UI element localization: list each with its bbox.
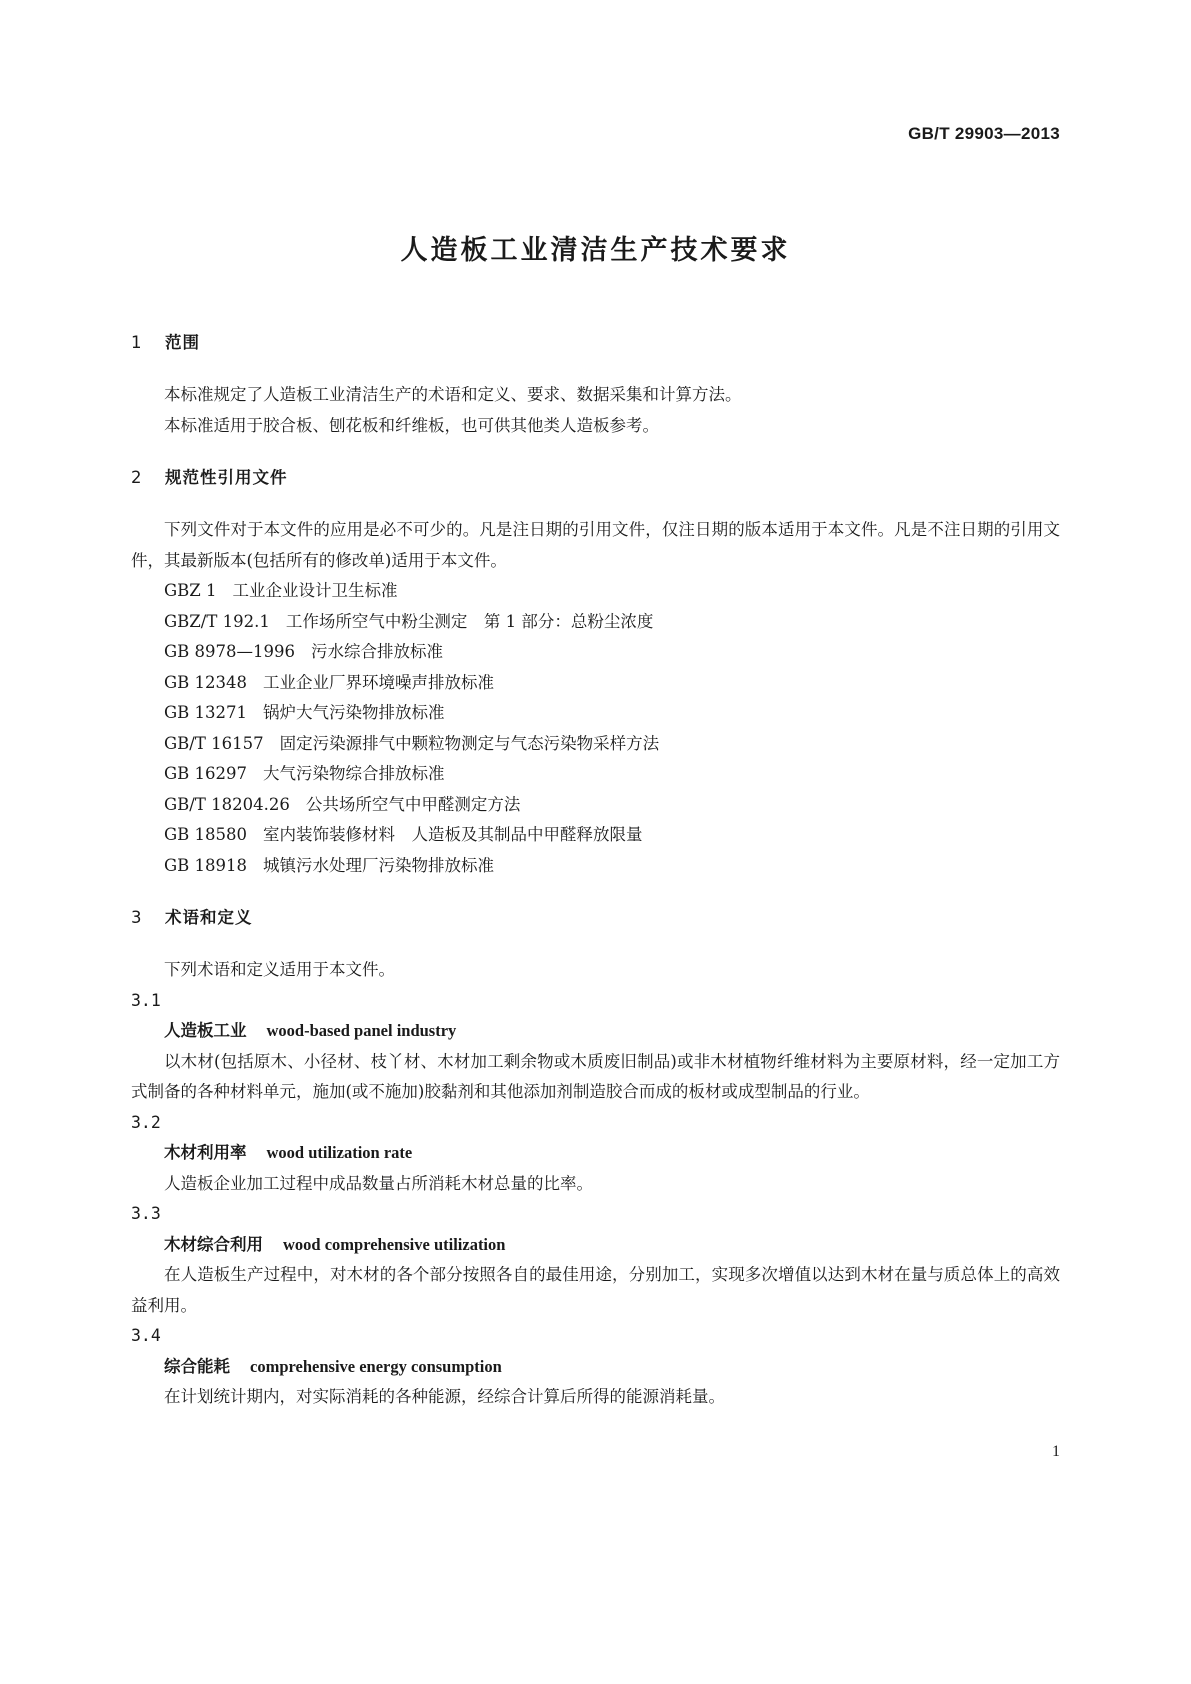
section-title: 范围 (165, 333, 200, 352)
scope-paragraph: 本标准适用于胶合板、刨花板和纤维板，也可供其他类人造板参考。 (164, 415, 659, 435)
page-number: 1 (1052, 1443, 1060, 1460)
scope-paragraph: 本标准规定了人造板工业清洁生产的术语和定义、要求、数据采集和计算方法。 (164, 385, 742, 404)
terms-intro: 下列术语和定义适用于本文件。 (164, 960, 395, 979)
reference-code: GB 8978—1996 (164, 642, 296, 661)
reference-title: 锅炉大气污染物排放标准 (263, 703, 445, 722)
term-heading (131, 1016, 1060, 1047)
section-number: 1 (131, 333, 142, 352)
reference-code: GB/T 18204.26 (164, 794, 290, 814)
reference-title: 工业企业设计卫生标准 (232, 581, 398, 600)
reference-title: 污水综合排放标准 (311, 642, 444, 661)
term-heading (131, 1138, 1060, 1169)
term-number: 3.1 (131, 990, 161, 1010)
document-body (131, 330, 1060, 1413)
section-title: 规范性引用文件 (165, 468, 288, 487)
reference-item (131, 576, 1060, 607)
reference-item (131, 820, 1060, 851)
reference-title: 大气污染物综合排放标准 (263, 764, 445, 783)
reference-item (131, 759, 1060, 790)
term-definition: 以木材(包括原木、小径材、枝丫材、木材加工剩余物或木质废旧制品)或非木材植物纤维材料为主要原材料，经一定加工方式制备的各种材料单元，施加(或不施加)胶黏剂和其他添加剂制造胶合而成的板材或成型制品的行业。 (131, 1051, 1060, 1101)
reference-code: GB 12348 (164, 672, 248, 692)
reference-item (131, 607, 1060, 638)
term-number: 3.4 (131, 1326, 161, 1345)
term-heading (131, 1230, 1060, 1261)
reference-list (131, 576, 1060, 881)
reference-title: 公共场所空气中甲醛测定方法 (305, 794, 521, 814)
reference-item (131, 851, 1060, 882)
reference-title: 工业企业厂界环境噪声排放标准 (263, 672, 495, 692)
reference-item (131, 698, 1060, 729)
term-zh: 木材综合利用 (164, 1234, 263, 1254)
reference-code: GB/T 16157 (164, 733, 264, 753)
document-title: 人造板工业清洁生产技术要求 (400, 235, 791, 266)
reference-title: 室内装饰装修材料 人造板及其制品中甲醛释放限量 (263, 825, 643, 844)
references-intro: 下列文件对于本文件的应用是必不可少的。凡是注日期的引用文件，仅注日期的版本适用于本文件。凡是不注日期的引用文件，其最新版本(包括所有的修改单)适用于本文件。 (131, 520, 1060, 570)
term-en: wood comprehensive utilization (283, 1234, 506, 1254)
reference-code: GBZ 1 (164, 581, 217, 600)
term-definition: 人造板企业加工过程中成品数量占所消耗木材总量的比率。 (164, 1173, 593, 1193)
term-heading (131, 1352, 1060, 1383)
reference-title: 工作场所空气中粉尘测定 第 1 部分：总粉尘浓度 (285, 611, 654, 631)
term-zh: 综合能耗 (164, 1356, 230, 1376)
reference-item (131, 790, 1060, 821)
reference-code: GB 18918 (164, 855, 248, 875)
section-number: 2 (131, 468, 142, 487)
term-list (131, 986, 1060, 1413)
section-2-heading (131, 465, 1060, 491)
reference-item (131, 637, 1060, 668)
reference-code: GB 18580 (164, 825, 248, 844)
reference-item (131, 668, 1060, 699)
term-en: wood-based panel industry (266, 1021, 457, 1040)
term-zh: 人造板工业 (164, 1021, 247, 1040)
reference-code: GB 13271 (164, 703, 248, 722)
section-title: 术语和定义 (165, 908, 253, 927)
reference-title: 城镇污水处理厂污染物排放标准 (263, 855, 495, 875)
term-en: wood utilization rate (266, 1143, 413, 1162)
term-definition: 在计划统计期内，对实际消耗的各种能源，经综合计算后所得的能源消耗量。 (164, 1387, 725, 1406)
section-3-heading (131, 905, 1060, 931)
term-number: 3.2 (131, 1112, 161, 1132)
term-en: comprehensive energy consumption (250, 1356, 502, 1376)
reference-code: GBZ/T 192.1 (164, 611, 270, 631)
section-number: 3 (131, 908, 142, 927)
term-zh: 木材利用率 (164, 1143, 247, 1162)
section-1-heading (131, 330, 1060, 356)
reference-code: GB 16297 (164, 764, 248, 783)
reference-item (131, 729, 1060, 760)
reference-title: 固定污染源排气中颗粒物测定与气态污染物采样方法 (279, 733, 660, 753)
standard-code: GB/T 29903—2013 (908, 124, 1060, 143)
term-definition: 在人造板生产过程中，对木材的各个部分按照各自的最佳用途，分别加工，实现多次增值以达到木材在量与质总体上的高效益利用。 (131, 1265, 1060, 1315)
term-number: 3.3 (131, 1204, 161, 1223)
